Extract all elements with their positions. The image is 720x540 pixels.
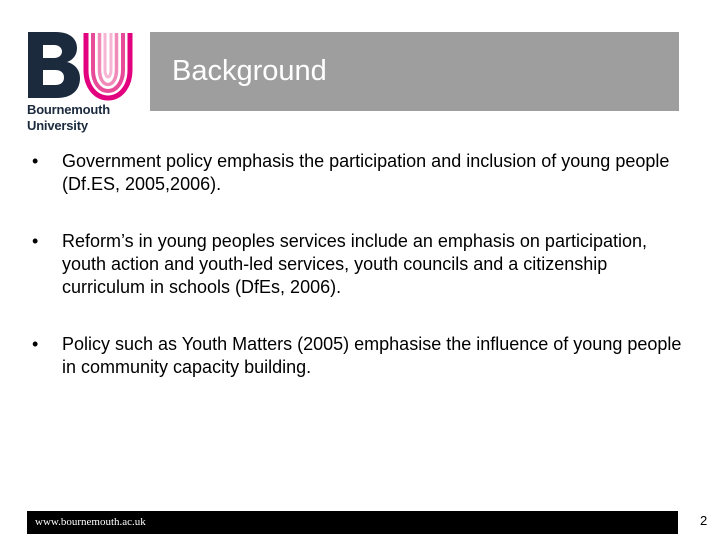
- bullet-list: [32, 150, 692, 379]
- bullet-item: [32, 333, 692, 379]
- bullet-item: [32, 230, 692, 299]
- page-number: 2: [700, 513, 708, 528]
- bullet-dot: •: [32, 151, 39, 171]
- footer-url: www.bournemouth.ac.uk: [35, 516, 146, 528]
- logo-letter-b: [28, 32, 80, 98]
- footer-bar: [27, 511, 678, 534]
- bullet-item: [32, 150, 692, 196]
- bournemouth-university-logo: [26, 30, 134, 136]
- logo-letter-u: [86, 33, 130, 98]
- bullet-text: Policy such as Youth Matters (2005) emphasise the influence of young people in community capacity building.: [62, 334, 682, 377]
- bullet-dot: •: [32, 334, 39, 354]
- bullet-text: Government policy emphasis the participation and inclusion of young people (Df.ES, 2005,2006).: [62, 151, 670, 194]
- slide-title: Background: [172, 55, 327, 87]
- logo-name-line1: Bournemouth: [27, 102, 111, 117]
- title-bar: [150, 32, 679, 111]
- logo-name-line2: University: [27, 118, 88, 133]
- bu-logo-mark: [26, 30, 134, 102]
- bullet-dot: •: [32, 231, 39, 251]
- bullet-text: Reform’s in young peoples services include an emphasis on participation, youth action and youth-led services, youth councils and a citizenship curriculum in schools (DfEs, 2006).: [62, 231, 647, 297]
